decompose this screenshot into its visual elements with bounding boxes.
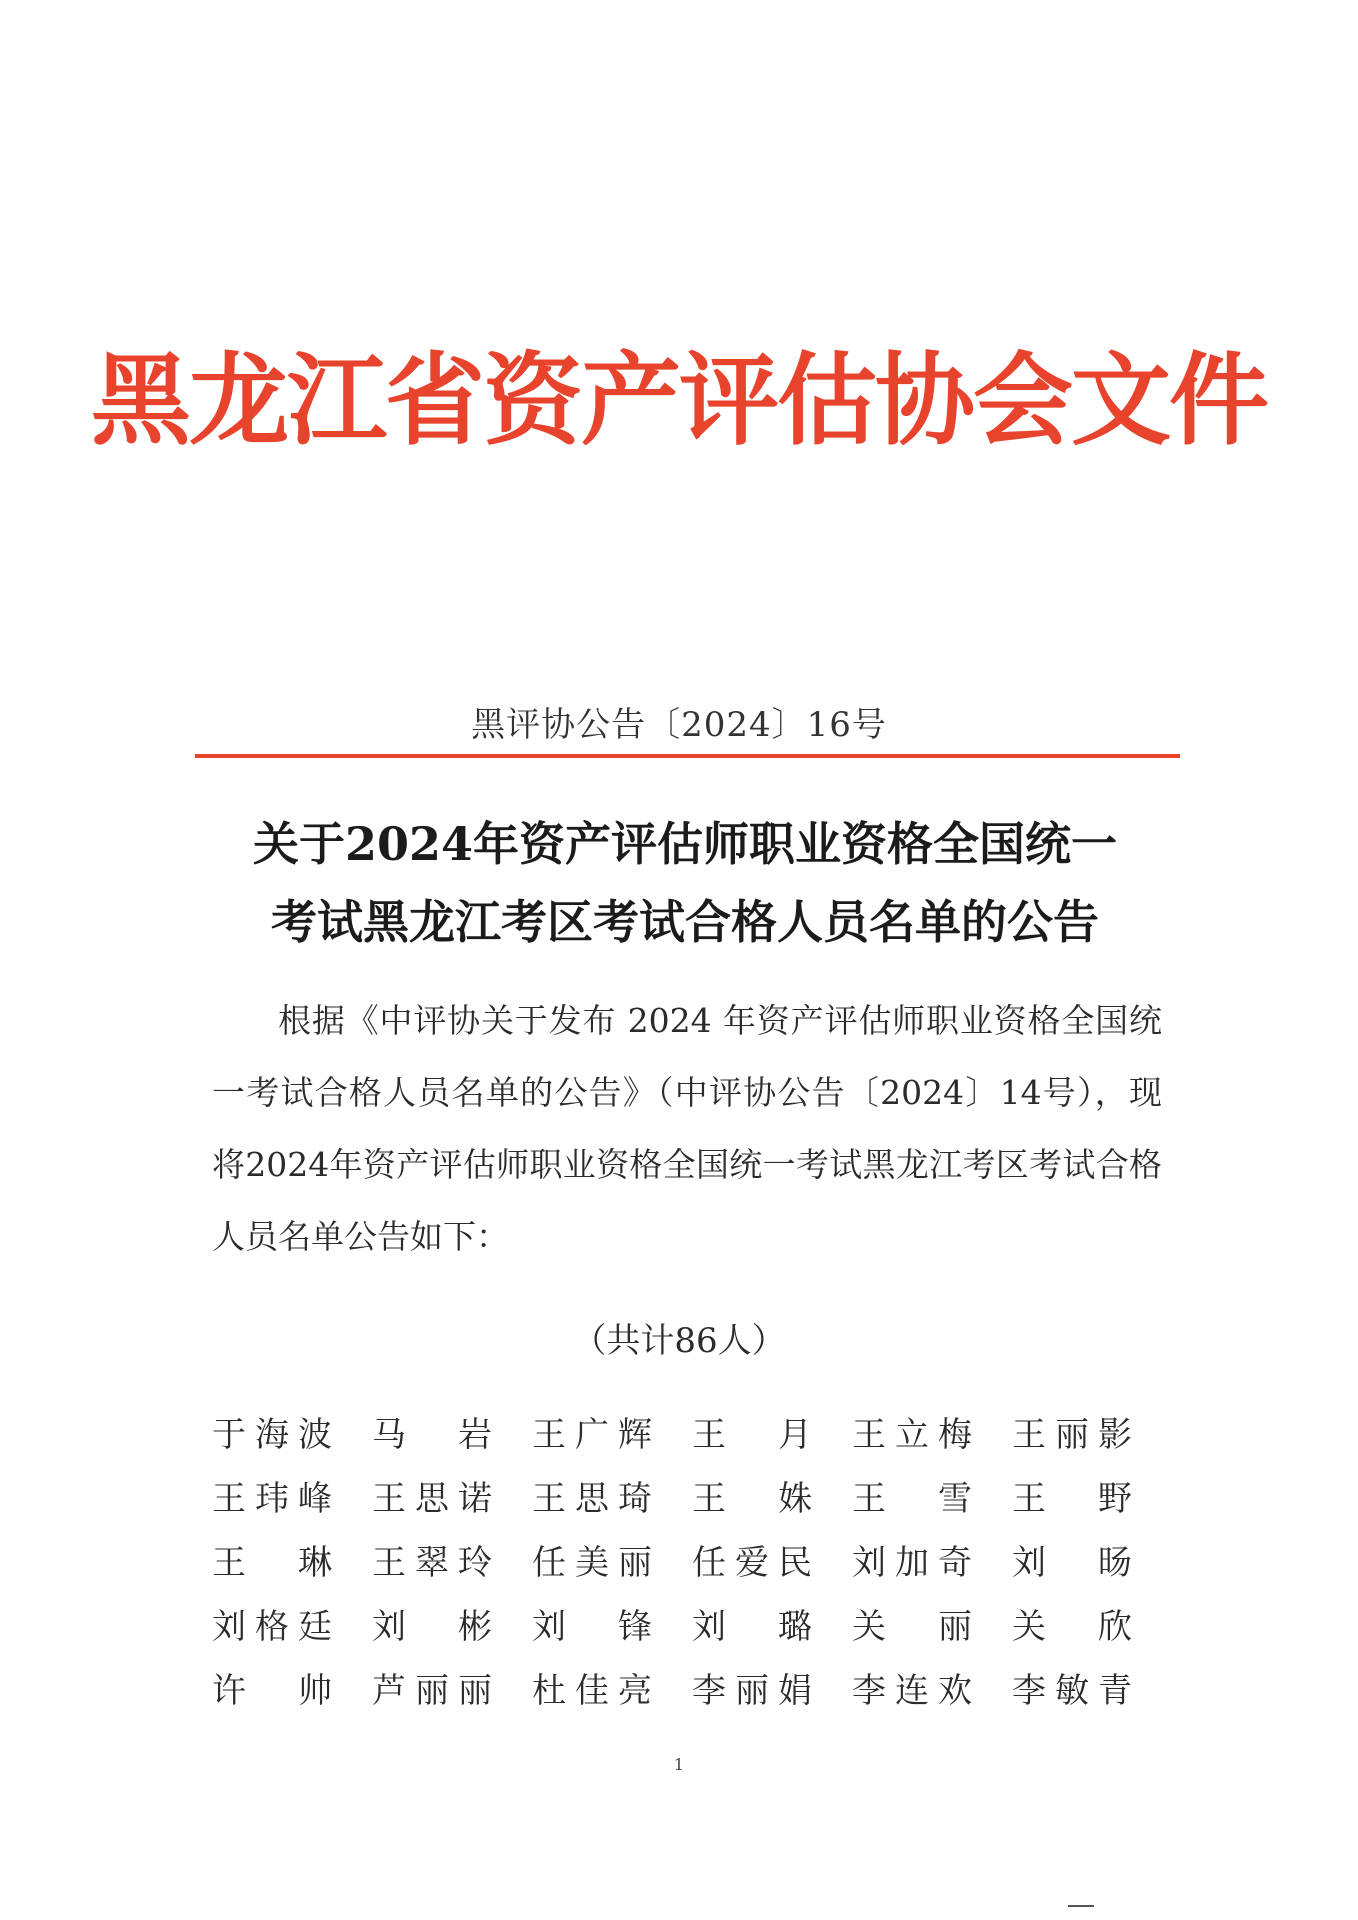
name-entry: 李 敏 青 — [1012, 1671, 1132, 1711]
name-entry: 刘 彬 — [372, 1607, 492, 1647]
name-entry: 关 丽 — [852, 1607, 972, 1647]
document-number: 黑评协公告〔2024〕16号 — [471, 705, 887, 745]
page-number: 1 — [673, 1755, 685, 1774]
footer-mark — [1068, 1905, 1094, 1907]
masthead-title: 黑龙江省资产评估协会文件 — [91, 341, 1267, 459]
announcement-title — [205, 805, 1165, 961]
name-entry: 任 美 丽 — [532, 1543, 652, 1583]
name-entry: 王 思 诺 — [372, 1479, 492, 1519]
name-entry: 王 姝 — [692, 1479, 812, 1519]
name-entry: 许 帅 — [212, 1671, 332, 1711]
name-entry: 王 广 辉 — [532, 1415, 652, 1455]
name-entry: 刘 加 奇 — [852, 1543, 972, 1583]
name-entry: 王 野 — [1012, 1479, 1132, 1519]
name-entry: 杜 佳 亮 — [532, 1671, 652, 1711]
title-line-1: 关于2024年资产评估师职业资格全国统一 — [252, 817, 1118, 871]
name-entry: 王 立 梅 — [852, 1415, 972, 1455]
name-entry: 于 海 波 — [212, 1415, 332, 1455]
name-entry: 李 连 欢 — [852, 1671, 972, 1711]
names-list — [212, 1412, 1172, 1714]
name-entry: 王 雪 — [852, 1479, 972, 1519]
name-entry: 李 丽 娟 — [692, 1671, 812, 1711]
name-entry: 任 爱 民 — [692, 1543, 812, 1583]
body-paragraph: 根据《中评协关于发布 2024 年资产评估师职业资格全国统一考试合格人员名单的公告》（中评协公告〔2024〕14号），现将2024年资产评估师职业资格全国统一考试黑龙江考区考试合格人员名单公告如下： — [212, 1001, 1162, 1256]
name-entry: 王 丽 影 — [1012, 1415, 1132, 1455]
total-count: （共计86人） — [572, 1321, 786, 1361]
name-entry: 王 琳 — [212, 1543, 332, 1583]
name-entry: 刘 璐 — [692, 1607, 812, 1647]
name-entry: 刘 旸 — [1012, 1543, 1132, 1583]
name-entry: 马 岩 — [372, 1415, 492, 1455]
name-entry: 王 月 — [692, 1415, 812, 1455]
title-line-2: 考试黑龙江考区考试合格人员名单的公告 — [271, 895, 1099, 949]
name-entry: 芦 丽 丽 — [372, 1671, 492, 1711]
name-entry: 王 翠 玲 — [372, 1543, 492, 1583]
name-entry: 关 欣 — [1012, 1607, 1132, 1647]
name-entry: 王 思 琦 — [532, 1479, 652, 1519]
name-entry: 王 玮 峰 — [212, 1479, 332, 1519]
name-entry: 刘 格 廷 — [212, 1607, 332, 1647]
red-divider-line — [195, 754, 1180, 758]
name-entry: 刘 锋 — [532, 1607, 652, 1647]
